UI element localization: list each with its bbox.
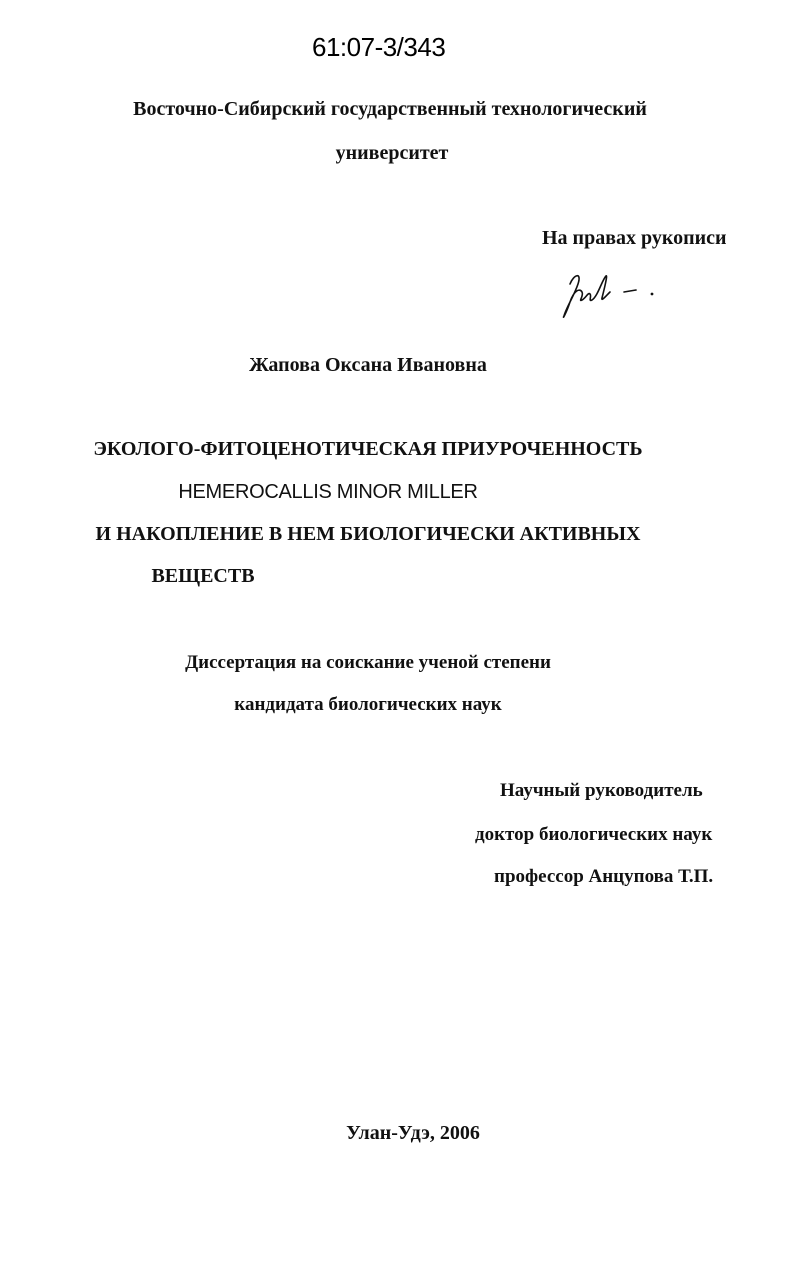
thesis-title-line1: ЭКОЛОГО-ФИТОЦЕНОТИЧЕСКАЯ ПРИУРОЧЕННОСТЬ xyxy=(93,438,643,460)
place-and-year: Улан-Удэ, 2006 xyxy=(346,1122,480,1144)
thesis-title-line2: HEMEROCALLIS MINOR MILLER xyxy=(178,481,478,503)
university-name-line2: университет xyxy=(335,142,449,164)
dissertation-type-line1: Диссертация на соискание ученой степени xyxy=(185,652,551,673)
handwritten-signature xyxy=(552,262,672,322)
supervisor-name: профессор Анцупова Т.П. xyxy=(494,866,714,887)
author-name: Жапова Оксана Ивановна xyxy=(249,354,487,376)
manuscript-rights-note: На правах рукописи xyxy=(542,227,727,249)
thesis-title-line4: ВЕЩЕСТВ xyxy=(151,565,255,587)
thesis-title-line3: И НАКОПЛЕНИЕ В НЕМ БИОЛОГИЧЕСКИ АКТИВНЫХ xyxy=(95,523,641,545)
supervisor-role: Научный руководитель xyxy=(500,780,703,801)
university-name-line1: Восточно-Сибирский государственный технологический xyxy=(133,98,647,120)
supervisor-degree: доктор биологических наук xyxy=(475,824,713,845)
dissertation-type-line2: кандидата биологических наук xyxy=(234,694,502,715)
catalog-code: 61:07-3/343 xyxy=(312,32,446,62)
